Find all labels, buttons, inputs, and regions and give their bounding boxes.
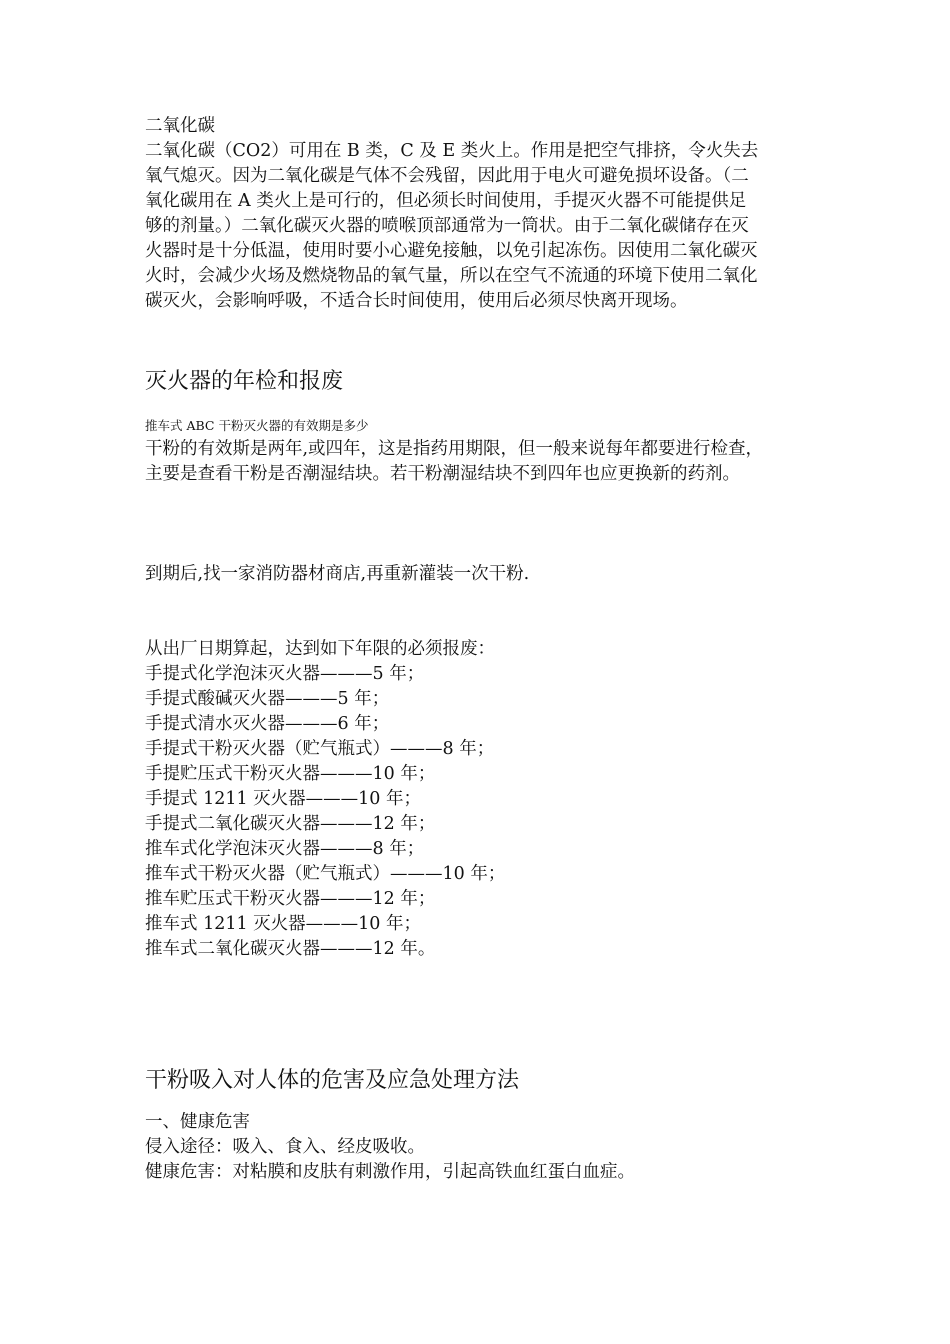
co2-line: 氧气熄灭。因为二氧化碳是气体不会残留，因此用于电火可避免损坏设备。（二 (145, 166, 749, 186)
co2-paragraph (145, 139, 809, 314)
co2-line: 二氧化碳（CO2）可用在 B 类，C 及 E 类火上。作用是把空气排挤，令火失去 (145, 141, 759, 161)
refill-text: 到期后,找一家消防器材商店,再重新灌装一次干粉. (145, 564, 530, 584)
list-item: 手提式干粉灭火器（贮气瓶式）———8 年； (145, 739, 495, 759)
co2-title: 二氧化碳 (145, 116, 215, 136)
hazard-line: 一、健康危害 (145, 1112, 250, 1132)
list-item: 手提贮压式干粉灭火器———10 年； (145, 764, 436, 784)
co2-line: 氧化碳用在 A 类火上是可行的，但必须长时间使用，手提灭火器不可能提供足 (145, 191, 747, 211)
list-item: 手提式清水灭火器———6 年； (145, 714, 390, 734)
co2-line: 火器时是十分低温，使用时要小心避免接触，以免引起冻伤。因使用二氧化碳灭 (145, 241, 758, 261)
inspection-line: 干粉的有效斯是两年,或四年，这是指药用期限，但一般来说每年都要进行检查， (145, 439, 764, 459)
scrap-list (145, 662, 809, 962)
list-item: 推车式 1211 灭火器———10 年； (145, 914, 421, 934)
list-item: 手提式酸碱灭火器———5 年； (145, 689, 390, 709)
list-item: 推车贮压式干粉灭火器———12 年； (145, 889, 436, 909)
hazard-line: 侵入途径：吸入、食入、经皮吸收。 (145, 1137, 425, 1157)
co2-line: 够的剂量。）二氧化碳灭火器的喷喉顶部通常为一筒状。由于二氧化碳储存在灭 (145, 216, 749, 236)
scrap-intro: 从出厂日期算起，达到如下年限的必须报废： (145, 639, 495, 659)
hazard-line: 健康危害：对粘膜和皮肤有刺激作用，引起高铁血红蛋白血症。 (145, 1162, 635, 1182)
inspection-paragraph (145, 437, 809, 487)
inspection-subheading: 推车式 ABC 干粉灭火器的有效期是多少 (145, 418, 369, 433)
hazard-paragraph (145, 1110, 809, 1185)
co2-line: 火时，会减少火场及燃烧物品的氧气量，所以在空气不流通的环境下使用二氧化 (145, 266, 758, 286)
list-item: 手提式 1211 灭火器———10 年； (145, 789, 421, 809)
co2-line: 碳灭火，会影响呼吸，不适合长时间使用，使用后必须尽快离开现场。 (145, 291, 688, 311)
list-item: 推车式干粉灭火器（贮气瓶式）———10 年； (145, 864, 506, 884)
list-item: 推车式二氧化碳灭火器———12 年。 (145, 939, 436, 959)
inspection-heading: 灭火器的年检和报废 (145, 369, 344, 394)
list-item: 手提式二氧化碳灭火器———12 年； (145, 814, 436, 834)
list-item: 推车式化学泡沫灭火器———8 年； (145, 839, 425, 859)
hazard-heading: 干粉吸入对人体的危害及应急处理方法 (145, 1068, 520, 1093)
inspection-line: 主要是查看干粉是否潮湿结块。若干粉潮湿结块不到四年也应更换新的药剂。 (145, 464, 740, 484)
list-item: 手提式化学泡沫灭火器———5 年； (145, 664, 425, 684)
